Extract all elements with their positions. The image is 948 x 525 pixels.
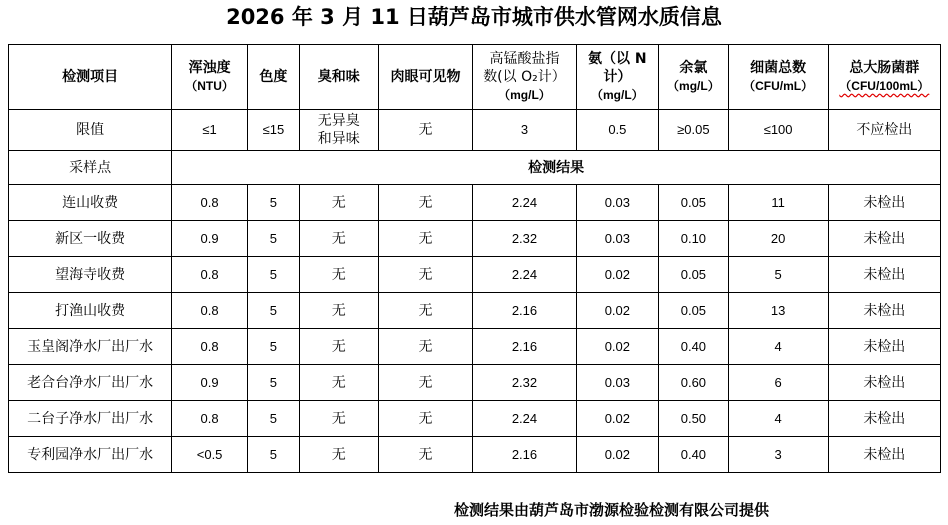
table-row — [9, 185, 941, 221]
results-label: 检测结果 — [172, 151, 941, 185]
cell-color: 5 — [247, 185, 299, 221]
cell-visible: 无 — [378, 365, 473, 401]
cell-color: 5 — [247, 437, 299, 473]
cell-odor: 无 — [299, 437, 378, 473]
cell-chlorine: 0.60 — [659, 365, 728, 401]
cell-visible: 无 — [378, 257, 473, 293]
cell-chlorine: 0.40 — [659, 329, 728, 365]
limits-label: 限值 — [9, 110, 172, 151]
cell-bacteria: 5 — [728, 257, 828, 293]
cell-bacteria: 4 — [728, 401, 828, 437]
cell-visible: 无 — [378, 221, 473, 257]
cell-coliform: 未检出 — [828, 365, 940, 401]
cell-odor: 无 — [299, 329, 378, 365]
table-row — [9, 221, 941, 257]
cell-bacteria: 4 — [728, 329, 828, 365]
sampling-label: 采样点 — [9, 151, 172, 185]
cell-chlorine: 0.10 — [659, 221, 728, 257]
header-odor: 臭和味 — [299, 45, 378, 110]
cell-site: 望海寺收费 — [9, 257, 172, 293]
table-row — [9, 437, 941, 473]
header-turbidity: 浑浊度 （NTU） — [172, 45, 248, 110]
cell-coliform: 未检出 — [828, 329, 940, 365]
cell-site: 二台子净水厂出厂水 — [9, 401, 172, 437]
cell-permanganate: 2.16 — [473, 293, 576, 329]
cell-turbidity: 0.9 — [172, 221, 248, 257]
cell-visible: 无 — [378, 437, 473, 473]
cell-odor: 无 — [299, 185, 378, 221]
cell-visible: 无 — [378, 329, 473, 365]
cell-turbidity: <0.5 — [172, 437, 248, 473]
cell-odor: 无 — [299, 365, 378, 401]
cell-permanganate: 2.16 — [473, 437, 576, 473]
limits-row — [9, 110, 941, 151]
cell-coliform: 未检出 — [828, 293, 940, 329]
limit-bacteria: ≤100 — [728, 110, 828, 151]
page-title: 2026 年 3 月 11 日葫芦岛市城市供水管网水质信息 — [226, 5, 722, 29]
cell-permanganate: 2.24 — [473, 257, 576, 293]
limit-coliform: 不应检出 — [828, 110, 940, 151]
cell-ammonia: 0.02 — [576, 401, 659, 437]
cell-turbidity: 0.8 — [172, 329, 248, 365]
cell-chlorine: 0.05 — [659, 257, 728, 293]
cell-ammonia: 0.02 — [576, 437, 659, 473]
cell-visible: 无 — [378, 293, 473, 329]
header-chlorine: 余氯 （mg/L） — [659, 45, 728, 110]
cell-chlorine: 0.05 — [659, 293, 728, 329]
limit-turbidity: ≤1 — [172, 110, 248, 151]
cell-turbidity: 0.9 — [172, 365, 248, 401]
cell-permanganate: 2.16 — [473, 329, 576, 365]
cell-odor: 无 — [299, 257, 378, 293]
limit-ammonia: 0.5 — [576, 110, 659, 151]
table-row — [9, 401, 941, 437]
cell-odor: 无 — [299, 401, 378, 437]
cell-color: 5 — [247, 221, 299, 257]
cell-ammonia: 0.02 — [576, 257, 659, 293]
limit-color: ≤15 — [247, 110, 299, 151]
cell-odor: 无 — [299, 293, 378, 329]
header-visible: 肉眼可见物 — [378, 45, 473, 110]
cell-coliform: 未检出 — [828, 185, 940, 221]
cell-ammonia: 0.02 — [576, 329, 659, 365]
cell-turbidity: 0.8 — [172, 293, 248, 329]
cell-ammonia: 0.03 — [576, 185, 659, 221]
cell-permanganate: 2.32 — [473, 365, 576, 401]
cell-bacteria: 6 — [728, 365, 828, 401]
cell-bacteria: 20 — [728, 221, 828, 257]
cell-site: 打渔山收费 — [9, 293, 172, 329]
cell-bacteria: 11 — [728, 185, 828, 221]
header-ammonia: 氨（以 N 计） （mg/L） — [576, 45, 659, 110]
water-quality-table — [8, 44, 941, 473]
header-color: 色度 — [247, 45, 299, 110]
cell-site: 专利园净水厂出厂水 — [9, 437, 172, 473]
header-item: 检测项目 — [9, 45, 172, 110]
cell-ammonia: 0.03 — [576, 221, 659, 257]
cell-chlorine: 0.50 — [659, 401, 728, 437]
header-coliform: 总大肠菌群 （CFU/100mL） — [828, 45, 940, 110]
cell-ammonia: 0.03 — [576, 365, 659, 401]
cell-visible: 无 — [378, 401, 473, 437]
cell-color: 5 — [247, 257, 299, 293]
cell-turbidity: 0.8 — [172, 185, 248, 221]
cell-chlorine: 0.05 — [659, 185, 728, 221]
cell-coliform: 未检出 — [828, 221, 940, 257]
header-permanganate: 高锰酸盐指 数(以 O₂计） （mg/L） — [473, 45, 576, 110]
cell-site: 连山收费 — [9, 185, 172, 221]
cell-bacteria: 3 — [728, 437, 828, 473]
cell-site: 玉皇阁净水厂出厂水 — [9, 329, 172, 365]
cell-permanganate: 2.32 — [473, 221, 576, 257]
cell-coliform: 未检出 — [828, 437, 940, 473]
table-row — [9, 365, 941, 401]
limit-odor: 无异臭 和异味 — [299, 110, 378, 151]
limit-visible: 无 — [378, 110, 473, 151]
cell-coliform: 未检出 — [828, 257, 940, 293]
cell-bacteria: 13 — [728, 293, 828, 329]
table-row — [9, 293, 941, 329]
cell-coliform: 未检出 — [828, 401, 940, 437]
sampling-row — [9, 151, 941, 185]
cell-color: 5 — [247, 329, 299, 365]
cell-turbidity: 0.8 — [172, 401, 248, 437]
cell-permanganate: 2.24 — [473, 185, 576, 221]
table-row — [9, 257, 941, 293]
cell-color: 5 — [247, 401, 299, 437]
cell-turbidity: 0.8 — [172, 257, 248, 293]
cell-site: 老合台净水厂出厂水 — [9, 365, 172, 401]
cell-odor: 无 — [299, 221, 378, 257]
header-row — [9, 45, 941, 110]
header-bacteria: 细菌总数 （CFU/mL） — [728, 45, 828, 110]
cell-ammonia: 0.02 — [576, 293, 659, 329]
cell-chlorine: 0.40 — [659, 437, 728, 473]
limit-chlorine: ≥0.05 — [659, 110, 728, 151]
table-row — [9, 329, 941, 365]
cell-site: 新区一收费 — [9, 221, 172, 257]
footer-note: 检测结果由葫芦岛市渤源检验检测有限公司提供 — [454, 501, 770, 519]
cell-permanganate: 2.24 — [473, 401, 576, 437]
cell-visible: 无 — [378, 185, 473, 221]
cell-color: 5 — [247, 293, 299, 329]
cell-color: 5 — [247, 365, 299, 401]
limit-permanganate: 3 — [473, 110, 576, 151]
